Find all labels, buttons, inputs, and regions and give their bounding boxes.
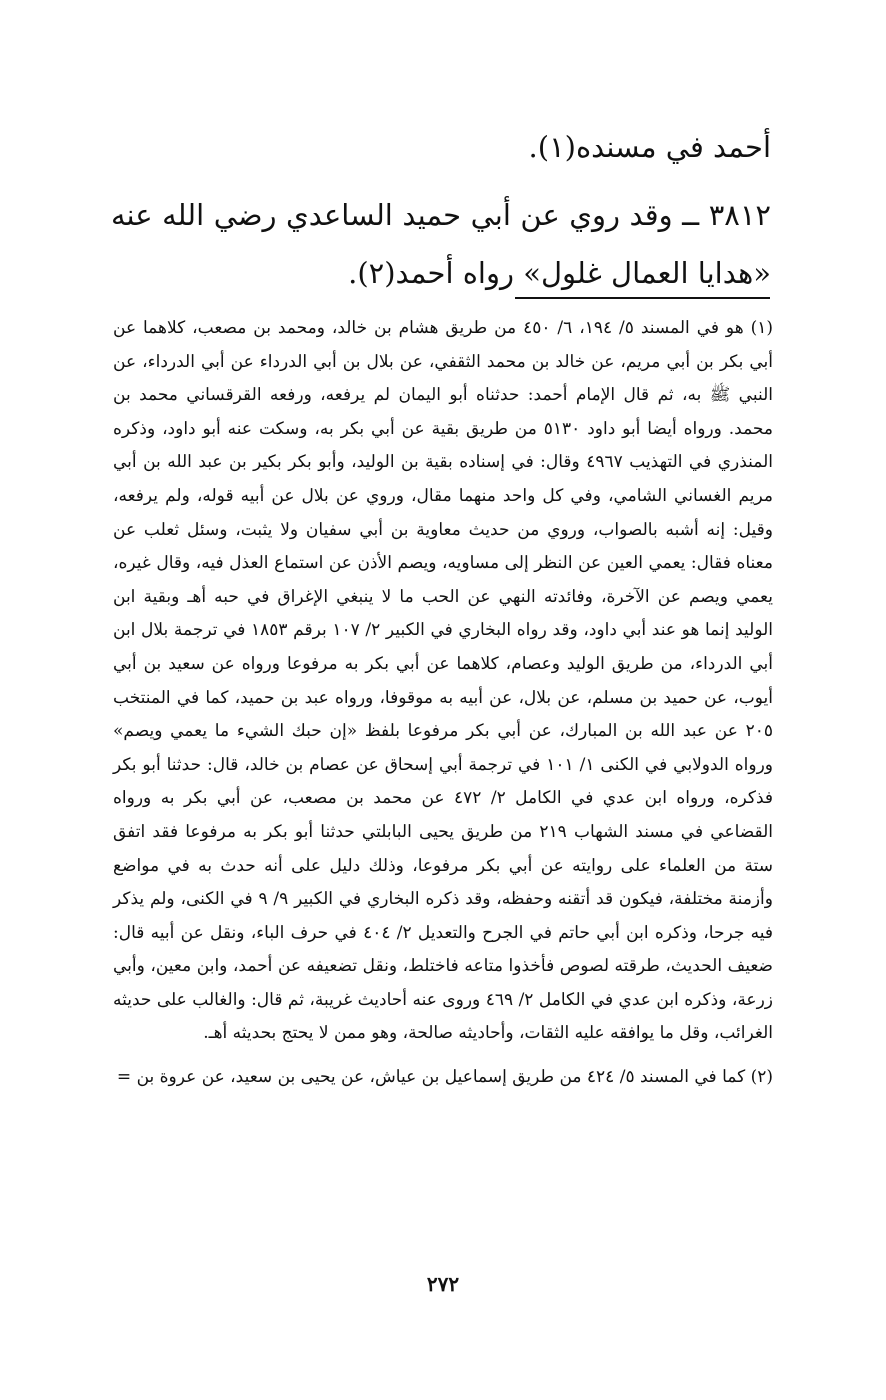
main-line-1: أحمد في مسنده(١). — [528, 130, 771, 164]
footnote-separator — [515, 297, 770, 299]
main-text — [111, 118, 771, 302]
footnote-2: (٢) كما في المسند ٥/ ٤٢٤ من طريق إسماعيل بن عياش، عن يحيى بن سعيد، عن عروة بن = — [116, 1067, 773, 1088]
footnote-1: (١) هو في المسند ٥/ ١٩٤، ٦/ ٤٥٠ من طريق هشام بن خالد، ومحمد بن مصعب، كلاهما عن أبي بكر بن أبي مريم، عن خالد بن محمد الثقفي، عن بلال بن أبي الدرداء عن أبي الدرداء، عن النبي ﷺ به، ثم قال الإمام أحمد: حدثناه أبو اليمان لم يرفعه، ورفعه القرقساني محمد بن محمد. ورواه أيضا أبو داود ٥١٣٠ من طريق بقية عن أبي بكر به، وسكت عنه أبو داود، وذكره المنذري في التهذيب ٤٩٦٧ وقال: في إسناده بقية بن الوليد، وأبو بكر بكير بن عبد الله بن أبي مريم الغساني الشامي، وفي كل واحد منهما مقال، وروي عن بلال عن أبيه قوله، ولم يرفعه، وقيل: إنه أشبه بالصواب، وروي من حديث معاوية بن أبي سفيان ولا يثبت، وسئل ثعلب عن معناه فقال: يعمي العين عن النظر إلى مساويه، ويصم الأذن عن استماع العذل فيه، وقال غيره، يعمي ويصم عن الآخرة، وفائدته النهي عن الحب ما لا ينبغي الإغراق في حبه أهـ وبقية ابن الوليد إنما هو عند أبي داود، وقد رواه البخاري في الكبير ٢/ ١٠٧ برقم ١٨٥٣ في ترجمة بلال ابن أبي الدرداء، من طريق الوليد وعصام، كلاهما عن أبي بكر به مرفوعا ورواه عن سعيد بن أبي أيوب، عن حميد بن مسلم، عن بلال، عن أبيه به موقوفا، ورواه عبد بن حميد، كما في المنتخب ٢٠٥ عن عبد الله بن المبارك، عن أبي بكر مرفوعا بلفظ «إن حبك الشيء ما يعمي ويصم» ورواه الدولابي في الكنى ١/ ١٠١ في ترجمة أبي إسحاق عن عصام بن خالد، قال: حدثنا أبو بكر فذكره، ورواه ابن عدي في الكامل ٢/ ٤٧٢ عن محمد بن مصعب، عن أبي بكر به ورواه القضاعي في مسند الشهاب ٢١٩ من طريق يحيى البابلتي حدثنا أبو بكر به مرفوعا فقد اتفق ستة من العلماء على روايته عن أبي بكر مرفوعا، وذلك دليل على أنه حدث به في مواضع وأزمنة مختلفة، فيكون قد أتقنه وحفظه، وقد ذكره البخاري في الكبير ٩/ ٩ في الكنى، ولم يذكر فيه جرحا، وذكره ابن أبي حاتم في الجرح والتعديل ٢/ ٤٠٤ في حرف الباء، ونقل عن أبيه قال: ضعيف الحديث، طرقته لصوص فأخذوا متاعه فاختلط، ونقل تضعيفه عن أحمد، وابن معين، وأبي زرعة، وذكره ابن عدي في الكامل ٢/ ٤٦٩ وروى عنه أحاديث غريبة، ثم قال: والغالب على حديثه الغرائب، وقل ما يوافقه عليه الثقات، وأحاديثه صالحة، وهو ممن لا يحتج بحديثه أهـ. — [113, 318, 774, 1044]
page-number: ٢٧٢ — [426, 1272, 460, 1296]
footnotes — [113, 312, 773, 1095]
hadith-3812: ٣٨١٢ ــ وقد روي عن أبي حميد الساعدي رضي الله عنه «هدايا العمال غلول» رواه أحمد(٢). — [111, 198, 771, 290]
